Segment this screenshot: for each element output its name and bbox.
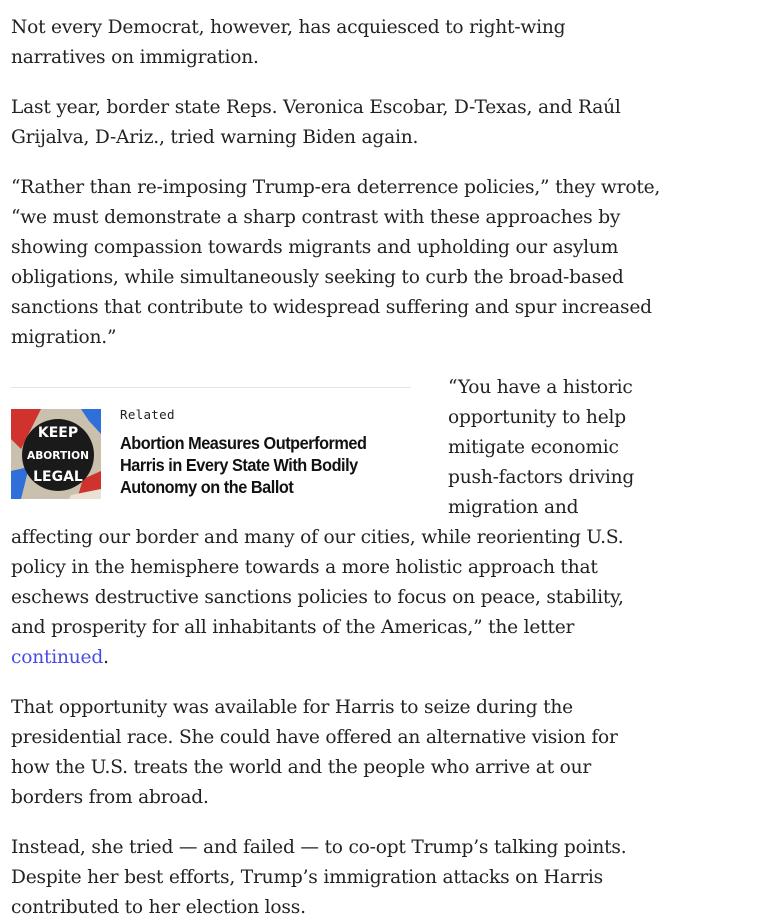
paragraph: Last year, border state Reps. Veronica Escobar, D-Texas, and Raúl Grijalva, D-Ariz., tried warning Biden again. bbox=[11, 97, 621, 148]
paragraph: That opportunity was available for Harris to seize during the presidential race. She could have offered an alternative vision for how the U.S. treats the world and the people who arrive at our borders from abroad. bbox=[11, 697, 618, 808]
thumbnail-text-keep: KEEP bbox=[37, 425, 79, 441]
thumbnail-text-legal: LEGAL bbox=[33, 469, 83, 485]
continued-link[interactable]: continued bbox=[11, 647, 104, 668]
related-thumbnail-image[interactable] bbox=[11, 409, 101, 499]
paragraph: Not every Democrat, however, has acquiesced to right-wing narratives on immigration. bbox=[11, 17, 566, 68]
related-article-card[interactable] bbox=[11, 387, 411, 512]
paragraph-end: . bbox=[103, 647, 109, 668]
article-body bbox=[11, 0, 661, 923]
paragraph: “Rather than re-imposing Trump-era deterrence policies,” they wrote, “we must demonstrate a sharp contrast with these approaches by showing compassion towards migrants and upholding our asylum obligations, while simultaneously seeking to curb the broad-based sanctions that contribute to widespread suffering and spur increased migration.” bbox=[11, 177, 661, 348]
related-label: Related bbox=[120, 407, 175, 422]
thumbnail-text-abortion: ABORTION bbox=[27, 449, 89, 462]
related-article-title[interactable]: Abortion Measures Outperformed Harris in Every State With Bodily Autonomy on the Ballot bbox=[120, 433, 367, 497]
paragraph: Instead, she tried — and failed — to co-opt Trump’s talking points. Despite her best efforts, Trump’s immigration attacks on Harris contributed to her election loss. bbox=[11, 837, 627, 918]
paragraph-text: “You have a historic opportunity to help mitigate economic push-factors driving migration and affecting our border and many of our cities, while reorienting U.S. policy in the hemisphere towards a more holistic approach that eschews destructive sanctions policies to focus on peace, stability, and prosperity for all inhabitants of the Americas,” the letter bbox=[11, 377, 635, 638]
